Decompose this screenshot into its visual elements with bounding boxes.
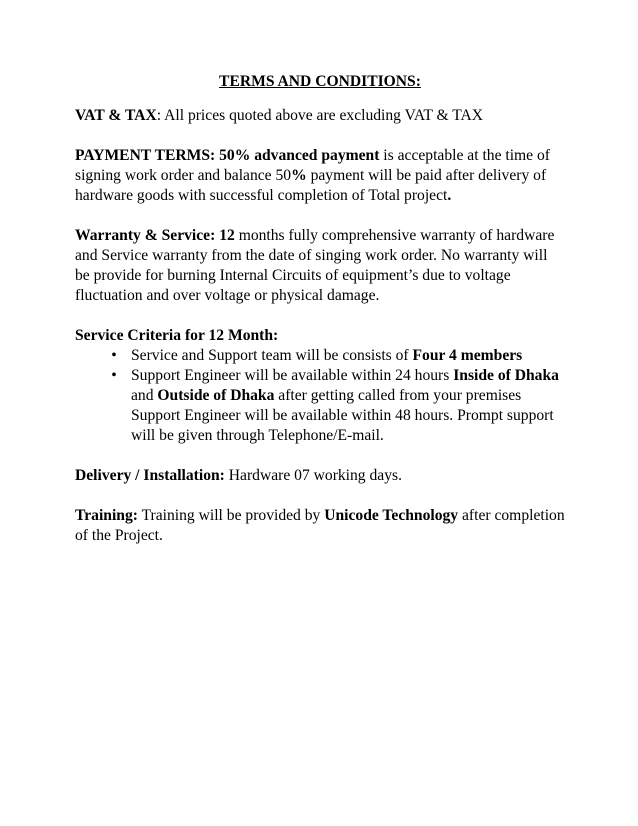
item-text: Service and Support team will be consists of [131,347,413,364]
service-criteria-list [75,346,565,446]
payment-percent: % [291,167,307,184]
item-text: Support Engineer will be available within 24 hours [131,367,454,384]
bullet-icon: • [111,347,117,364]
list-item [105,346,565,366]
payment-label: PAYMENT TERMS: 50% advanced payment [75,147,380,164]
vat-paragraph [75,106,565,126]
service-criteria-heading-text: Service Criteria for 12 Month: [75,327,279,344]
warranty-label: Warranty & Service: 12 [75,227,235,244]
payment-text-2: payment will be paid after delivery of hardware goods with successful completion of Total project [75,167,547,204]
list-item [105,366,565,446]
item-bold: Inside of Dhaka [453,367,559,384]
payment-end: . [447,187,452,204]
item-bold: Outside of Dhaka [157,387,275,404]
item-text: after getting called from your premises Support Engineer will be available within 48 hours. Prompt support will be given through Telephone/E-mail. [131,387,554,444]
warranty-paragraph [75,226,565,306]
training-company: Unicode Technology [324,507,459,524]
payment-paragraph [75,146,565,206]
warranty-text: months fully comprehensive warranty of hardware and Service warranty from the date of singing work order. No warranty will be provide for burning Internal Circuits of equipment’s due to voltage fluctuation and over voltage or physical damage. [75,227,555,304]
delivery-label: Delivery / Installation: [75,467,225,484]
item-bold: Four 4 members [412,347,523,364]
service-criteria-heading [75,326,565,346]
delivery-paragraph [75,466,565,486]
payment-text-1: is acceptable at the time of signing work order and balance 50 [75,147,550,184]
training-paragraph [75,506,565,546]
page-title: TERMS AND CONDITIONS: [219,73,421,90]
training-label: Training: [75,507,138,524]
vat-text: : All prices quoted above are excluding VAT & TAX [156,107,484,124]
vat-label: VAT & TAX [75,107,157,124]
bullet-icon: • [111,367,117,384]
service-criteria-section [75,326,565,446]
item-text: and [131,387,158,404]
delivery-text: Hardware 07 working days. [224,467,402,484]
training-text-1: Training will be provided by [137,507,325,524]
training-text-2: after completion of the Project. [75,507,565,544]
document-page [75,72,565,566]
